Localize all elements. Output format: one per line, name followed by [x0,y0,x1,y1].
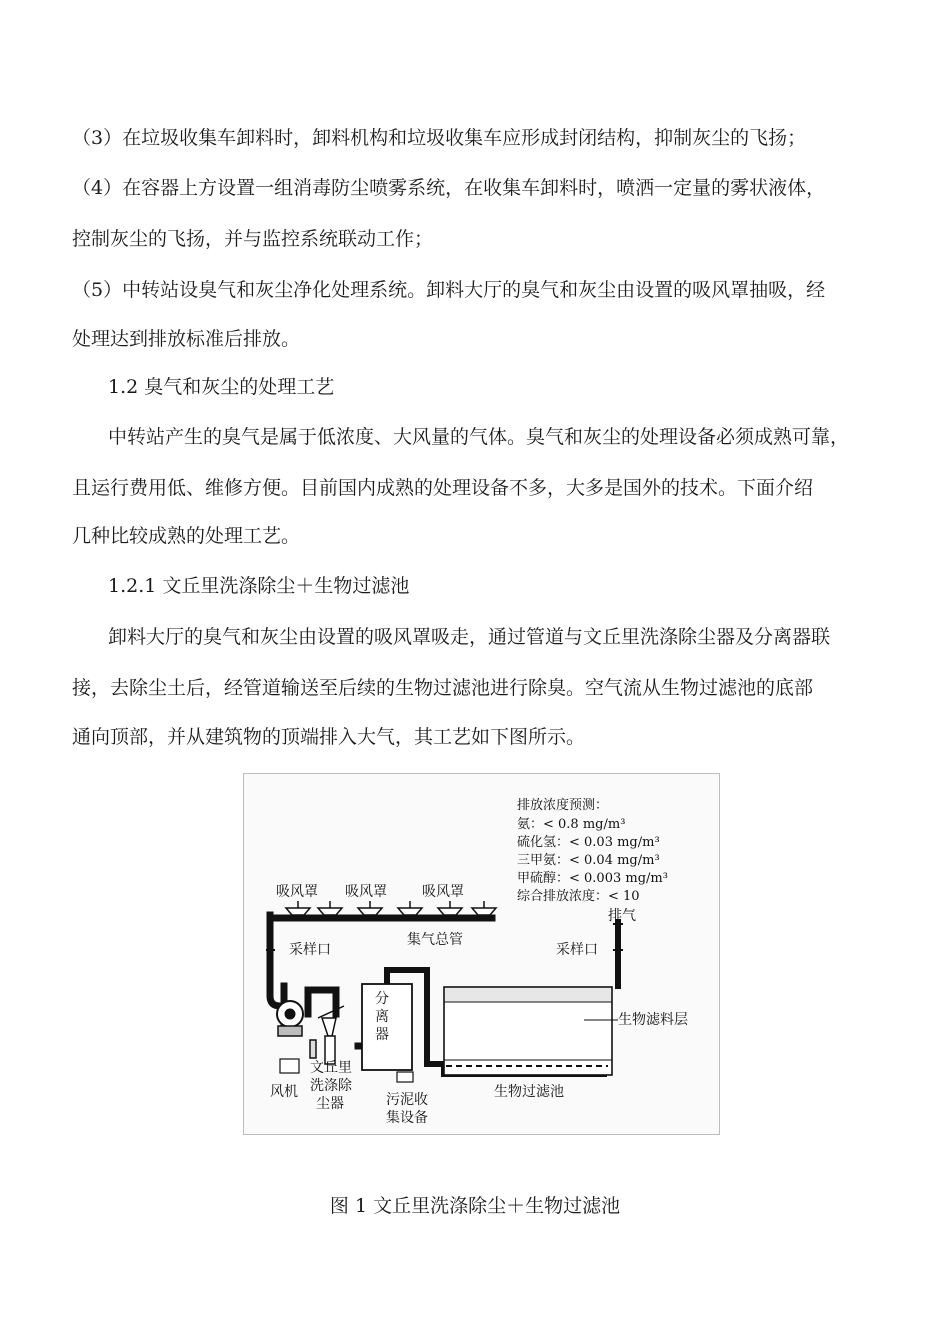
suction-hoods [286,901,496,915]
paragraph-intro-line3: 几种比较成熟的处理工艺。 [72,525,301,547]
separator-label-2: 离 [375,1009,389,1025]
conc-line-total: 综合排放浓度：< 10 [517,889,640,904]
main-pipe-label: 集气总管 [407,932,463,948]
concentration-title: 排放浓度预测： [517,798,609,813]
paragraph-intro-line2: 且运行费用低、维修方便。目前国内成熟的处理设备不多，大多是国外的技术。下面介绍 [72,477,814,499]
conc-line-h2s: 硫化氢：< 0.03 mg/m³ [517,835,660,850]
fan-label: 风机 [270,1084,298,1100]
exhaust-label: 排气 [608,908,636,924]
paragraph-item-4-line1: （4）在容器上方设置一组消毒防尘喷雾系统，在收集车卸料时，喷洒一定量的雾状液体， [72,177,826,199]
hood-label-2: 吸风罩 [345,884,387,900]
process-diagram-figure [243,773,720,1135]
paragraph-item-3: （3）在垃圾收集车卸料时，卸料机构和垃圾收集车应形成封闭结构，抑制灰尘的飞扬； [72,127,807,149]
paragraph-process-line3: 通向顶部，并从建筑物的顶端排入大气，其工艺如下图所示。 [72,726,586,748]
conc-line-tma: 三甲氨：< 0.04 mg/m³ [517,853,660,868]
paragraph-item-5-line1: （5）中转站设臭气和灰尘净化处理系统。卸料大厅的臭气和灰尘由设置的吸风罩抽吸，经 [72,279,826,301]
venturi-label-line2: 洗涤除 [310,1078,352,1094]
paragraph-item-4-line2: 控制灰尘的飞扬，并与监控系统联动工作； [72,228,434,250]
sampling-port-right-label: 采样口 [556,942,598,958]
filter-media-label: 生物滤料层 [618,1012,688,1028]
paragraph-item-5-line2: 处理达到排放标准后排放。 [72,328,301,350]
sampling-port-left-label: 采样口 [289,942,331,958]
biofilter-label: 生物过滤池 [494,1084,564,1100]
venturi-label-line1: 文丘里 [310,1060,352,1076]
fan-icon [277,1001,303,1073]
conc-line-ammonia: 氨：< 0.8 mg/m³ [517,817,626,832]
sludge-collector [397,1072,413,1082]
figure-caption: 图 1 文丘里洗涤除尘＋生物过滤池 [329,1195,621,1217]
section-heading-1-2-1: 1.2.1 文丘里洗涤除尘＋生物过滤池 [108,575,410,597]
separator-label-3: 器 [375,1027,389,1043]
conc-line-methanethiol: 甲硫醇：< 0.003 mg/m³ [517,871,668,886]
sludge-label-line2: 集设备 [386,1110,428,1126]
section-heading-1-2: 1.2 臭气和灰尘的处理工艺 [108,376,335,398]
biofilter-tank [444,987,618,1075]
hood-label-3: 吸风罩 [422,884,464,900]
process-diagram [244,774,721,1136]
venturi-label-line3: 尘器 [316,1096,344,1112]
paragraph-intro-line1: 中转站产生的臭气是属于低浓度、大风量的气体。臭气和灰尘的处理设备必须成熟可靠， [108,426,850,448]
paragraph-process-line2: 接，去除尘土后，经管道输送至后续的生物过滤池进行除臭。空气流从生物过滤池的底部 [72,677,814,699]
separator-label-1: 分 [375,991,389,1007]
sludge-label-line1: 污泥收 [386,1092,428,1108]
hood-label-1: 吸风罩 [276,884,318,900]
paragraph-process-line1: 卸料大厅的臭气和灰尘由设置的吸风罩吸走，通过管道与文丘里洗涤除尘器及分离器联 [108,626,831,648]
